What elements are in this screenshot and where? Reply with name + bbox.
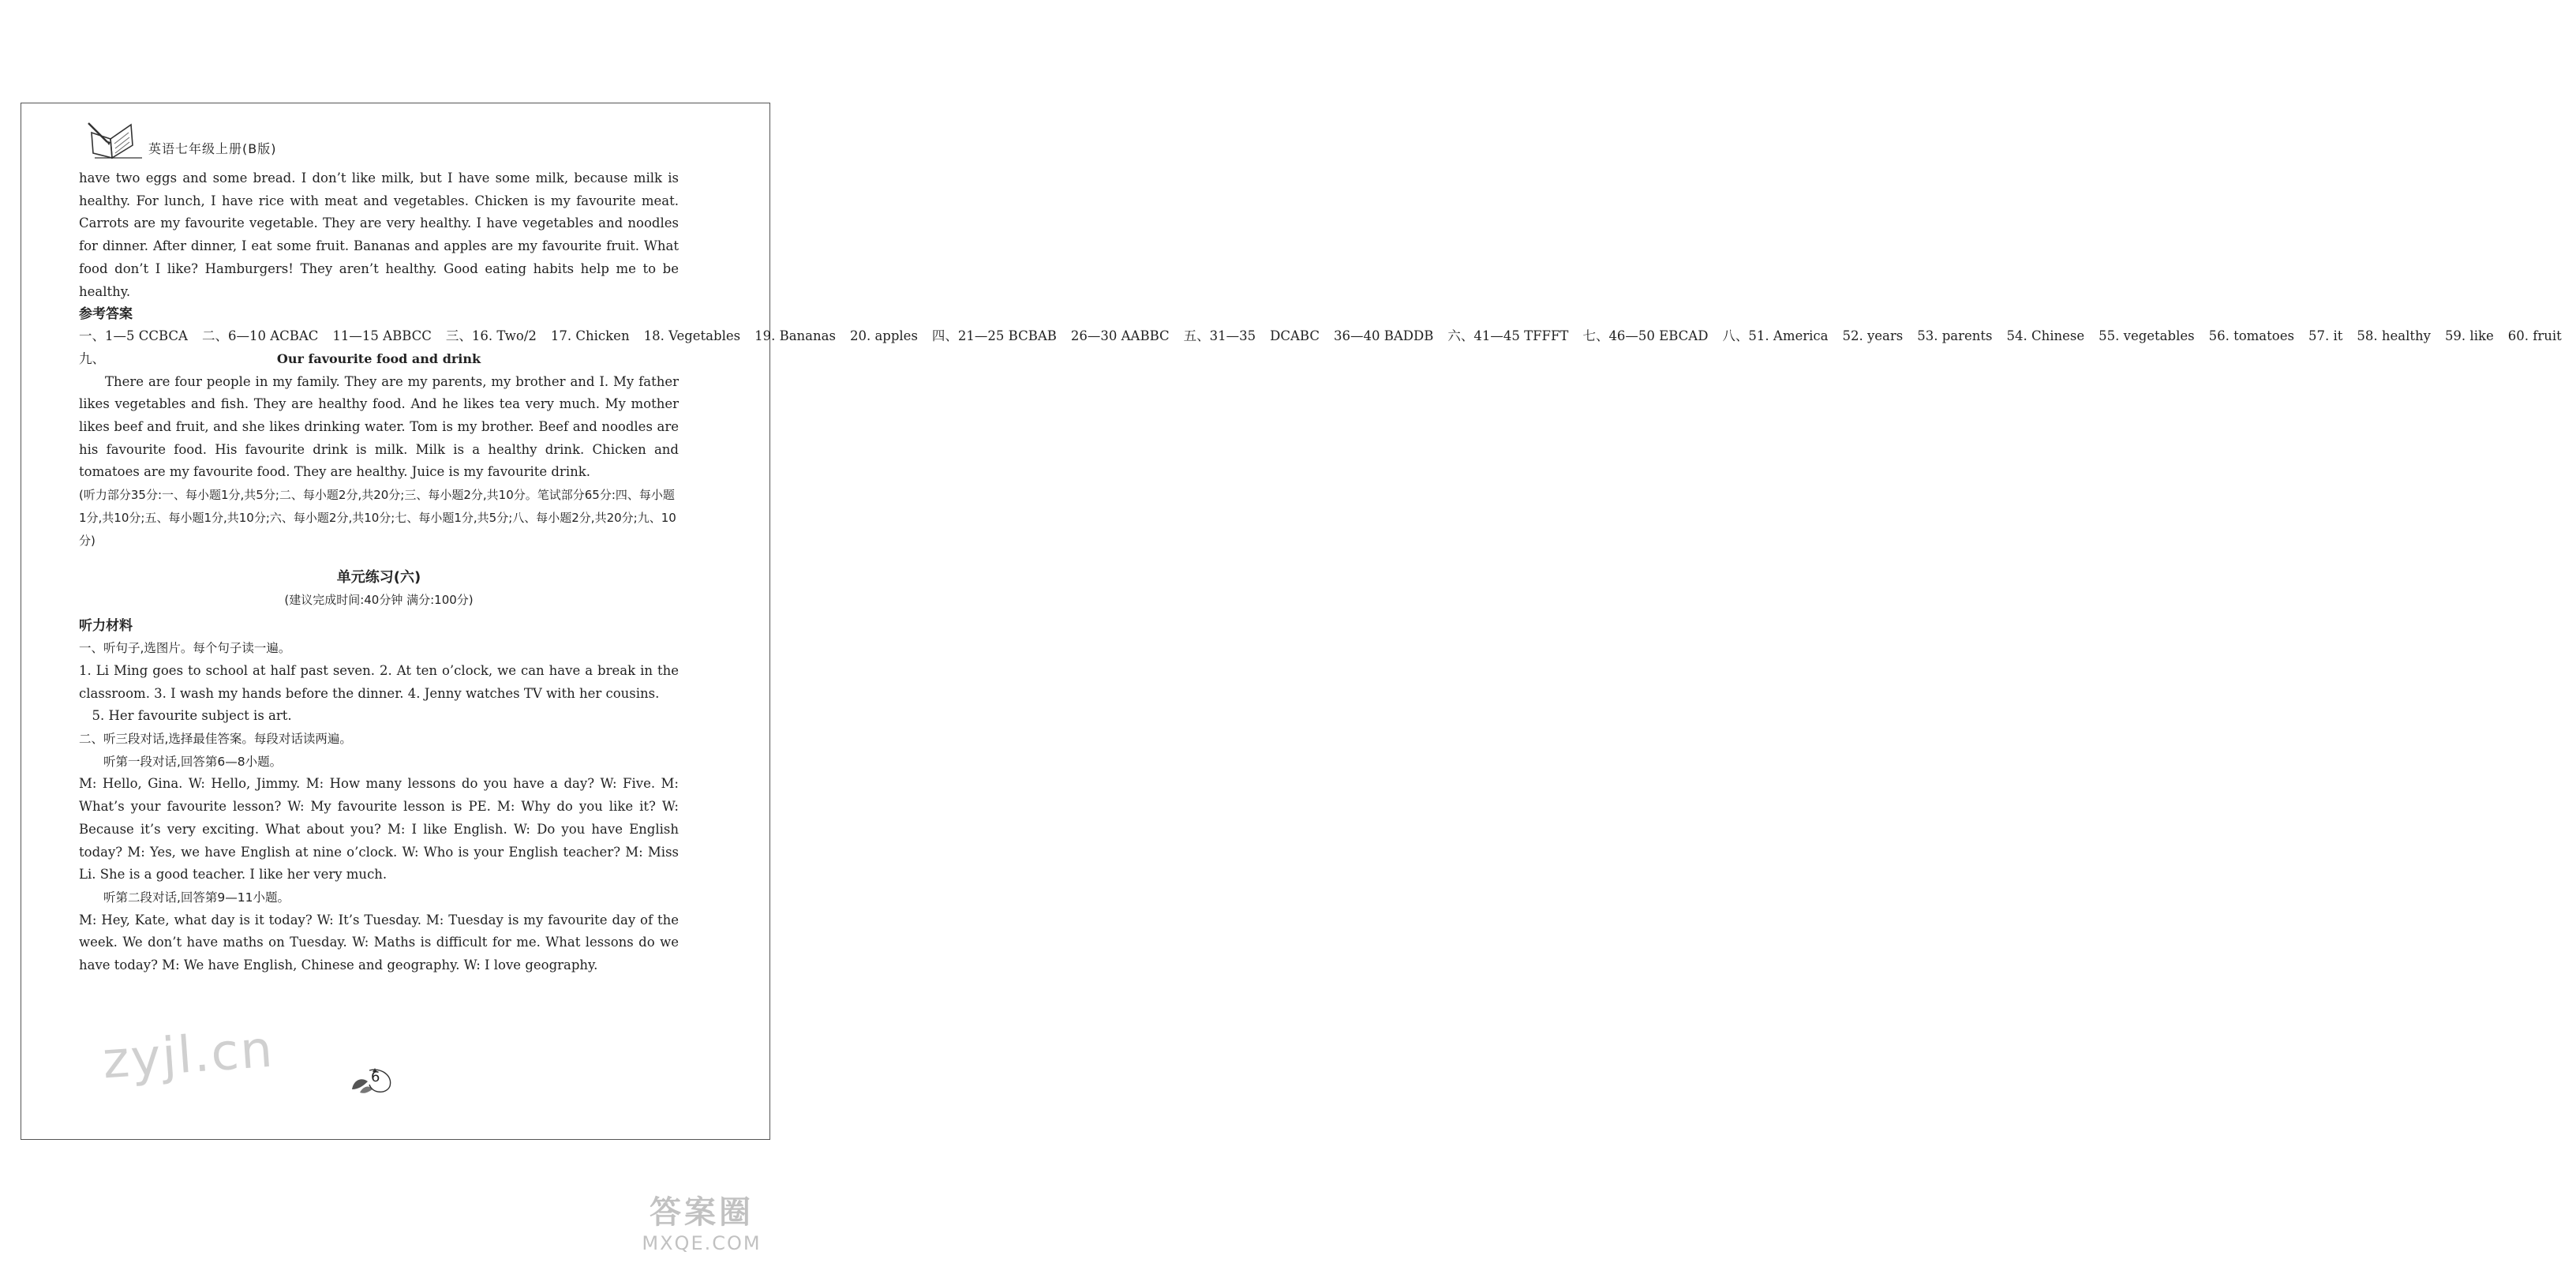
page-content — [79, 167, 2562, 977]
part1-last: 5. Her favourite subject is art. — [92, 708, 292, 724]
unit-subtitle: (建议完成时间:40分钟 满分:100分) — [284, 593, 474, 608]
part2-heading: 二、听三段对话,选择最佳答案。每段对话读两遍。 — [79, 732, 352, 747]
answer-item: 八、51. America — [1722, 328, 1829, 344]
dialog1-intro: 听第一段对话,回答第6—8小题。 — [103, 754, 283, 769]
unit-title: 单元练习(六) — [336, 569, 421, 587]
answer-item: 四、21—25 BCBAB — [931, 328, 1057, 344]
answer-item: 11—15 ABBCC — [332, 328, 432, 344]
watermark: zyjl.cn — [100, 1020, 276, 1091]
answer-item: 19. Bananas — [754, 328, 836, 344]
intro-paragraph: have two eggs and some bread. I don’t like milk, but I have some milk, because milk is healthy. For lunch, I have rice with meat and vegetables. Chicken is my favourite meat. Carrots are my favourite vegetable. They are very healthy. I have vegetables and noodles for dinner. After dinner, I eat some fruit. Bananas and apples are my favourite fruit. What food don’t I like? Hamburgers! They aren’t healthy. Good eating habits help me to be healthy. — [79, 171, 679, 299]
answer-item: 57. it — [2308, 328, 2343, 344]
page-number-text: 6 — [371, 1069, 380, 1085]
answer-item: 一、1—5 CCBCA — [79, 328, 188, 344]
answer-item: 三、16. Two/2 — [445, 328, 537, 344]
dialog1-text: M: Hello, Gina. W: Hello, Jimmy. M: How many lessons do you have a day? W: Five. M: What’s your favourite lesson? W: My favourite lesson is PE. M: Why do you like it? W: Because it’s very exciting. What about you? M: I like English. W: Do you have English today? M: Yes, we have English at nine o’clock. W: Who is your English teacher? M: Miss Li. She is a good teacher. I like her very much. — [79, 776, 679, 883]
answer-item: 52. years — [1842, 328, 1904, 344]
header-title: 英语七年级上册(B版) — [148, 141, 277, 156]
answer-item: 60. fruit — [2507, 328, 2562, 344]
answer-item: 53. parents — [1917, 328, 1993, 344]
essay-marker: 九、 — [79, 350, 105, 366]
page-header — [87, 118, 402, 166]
answer-item: 七、46—50 EBCAD — [1582, 328, 1709, 344]
footer-logo — [635, 1187, 769, 1254]
answer-item: 五、31—35 — [1183, 328, 1256, 344]
answer-item: 20. apples — [849, 328, 918, 344]
answer-item: 18. Vegetables — [643, 328, 741, 344]
part1-heading: 一、听句子,选图片。每个句子读一遍。 — [79, 641, 291, 656]
essay-heading-row — [79, 348, 679, 371]
answer-item: 55. vegetables — [2099, 328, 2195, 344]
listening-title: 听力材料 — [79, 618, 133, 635]
answer-item: 26—30 AABBC — [1070, 328, 1170, 344]
answer-item: 17. Chicken — [550, 328, 630, 344]
answer-section-title: 参考答案 — [79, 306, 133, 323]
essay-text: There are four people in my family. They are my parents, my brother and I. My father likes vegetables and fish. They are healthy food. And he likes tea very much. My mother likes beef and fruit, and she likes drinking water. Tom is my brother. Beef and noodles are his favourite food. His favourite drink is milk. Milk is a healthy drink. Chicken and tomatoes are my favourite food. They are healthy. Juice is my favourite drink. — [79, 373, 679, 480]
dialog2-intro: 听第二段对话,回答第9—11小题。 — [103, 890, 290, 905]
answer-item: 56. tomatoes — [2208, 328, 2294, 344]
answer-item: 59. like — [2444, 328, 2494, 344]
answer-item: 58. healthy — [2357, 328, 2431, 344]
part1-text: 1. Li Ming goes to school at half past seven. 2. At ten o’clock, we can have a break in the classroom. 3. I wash my hands before the dinner. 4. Jenny watches TV with her cousins. — [79, 662, 679, 701]
page-number — [349, 1066, 396, 1097]
book-icon — [87, 118, 148, 163]
footer-logo-url: MXQE.COM — [642, 1232, 762, 1254]
answer-item: 54. Chinese — [2006, 328, 2085, 344]
answer-item: 二、6—10 ACBAC — [201, 328, 319, 344]
score-note: (听力部分35分:一、每小题1分,共5分;二、每小题2分,共20分;三、每小题2分,共10分。笔试部分65分:四、每小题1分,共10分;五、每小题1分,共10分;六、每小题2分,共10分;七、每小题1分,共5分;八、每小题2分,共20分;九、10分) — [79, 488, 676, 548]
dialog2-text: M: Hey, Kate, what day is it today? W: It’s Tuesday. M: Tuesday is my favourite day of the week. We don’t have maths on Tuesday. W: Maths is difficult for me. What lessons do we have today? M: We have English, Chinese and geography. W: I love geography. — [79, 912, 679, 973]
footer-logo-text: 答案圈 — [650, 1194, 754, 1231]
essay-title: Our favourite food and drink — [276, 350, 481, 366]
answer-item: DCABC — [1270, 328, 1320, 344]
answer-item: 六、41—45 TFFFT — [1447, 328, 1569, 344]
answer-list — [79, 325, 2562, 348]
answer-item: 36—40 BADDB — [1333, 328, 1434, 344]
